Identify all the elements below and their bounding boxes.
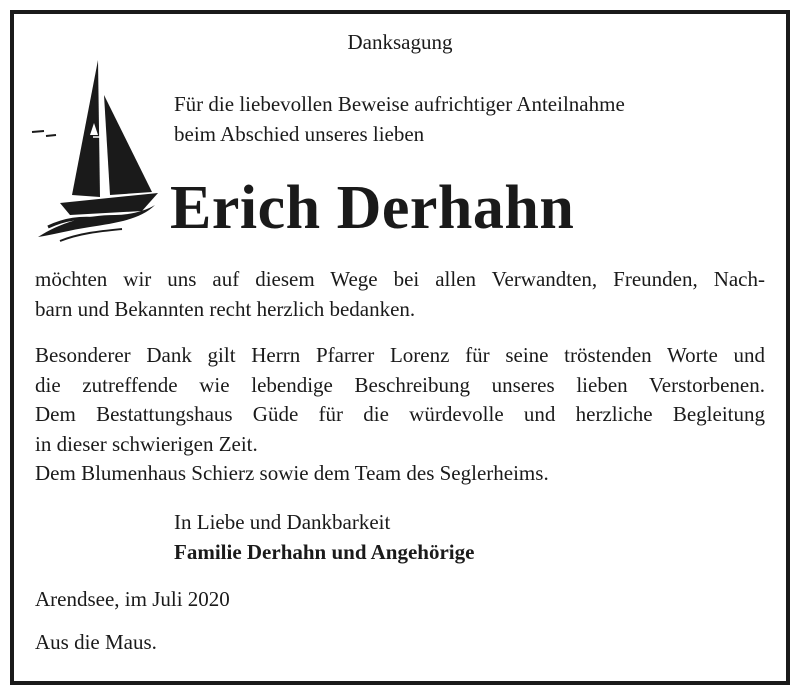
intro-line: Für die liebevollen Beweise aufrichtiger Anteilnahme [174,92,625,116]
notice-heading: Danksagung [347,30,453,54]
special-thanks-line: die zutreffende wie lebendige Beschreibung unseres lieben Verstorbenen. [35,372,765,397]
thanks-line: möchten wir uns auf diesem Wege bei allen Verwandten, Freunden, Nach- [35,267,765,291]
special-thanks-line: Dem Blumenhaus Schierz sowie dem Team des Seglerheims. [35,461,549,485]
place-date: Arendsee, im Juli 2020 [35,587,230,611]
sailboat-icon [30,55,160,245]
farewell-line: Aus die Maus. [35,630,157,654]
thanks-paragraph [35,265,765,324]
special-thanks-line: in dieser schwierigen Zeit. [35,431,258,456]
special-thanks-paragraph [35,341,765,489]
special-thanks-line: Dem Bestattungshaus Güde für die würdevolle und herzliche Begleitung [35,402,765,426]
special-thanks-line: Besonderer Dank gilt Herrn Pfarrer Lorenz für seine tröstenden Worte und [35,343,765,367]
closing-phrase: In Liebe und Dankbarkeit [174,510,391,534]
deceased-name: Erich Derhahn [170,174,575,242]
thanks-line: barn und Bekannten recht herzlich bedanken. [35,296,416,321]
intro-text [174,89,625,149]
intro-line: beim Abschied unseres lieben [174,122,425,146]
closing-block [174,507,474,567]
signature: Familie Derhahn und Angehörige [174,540,475,564]
